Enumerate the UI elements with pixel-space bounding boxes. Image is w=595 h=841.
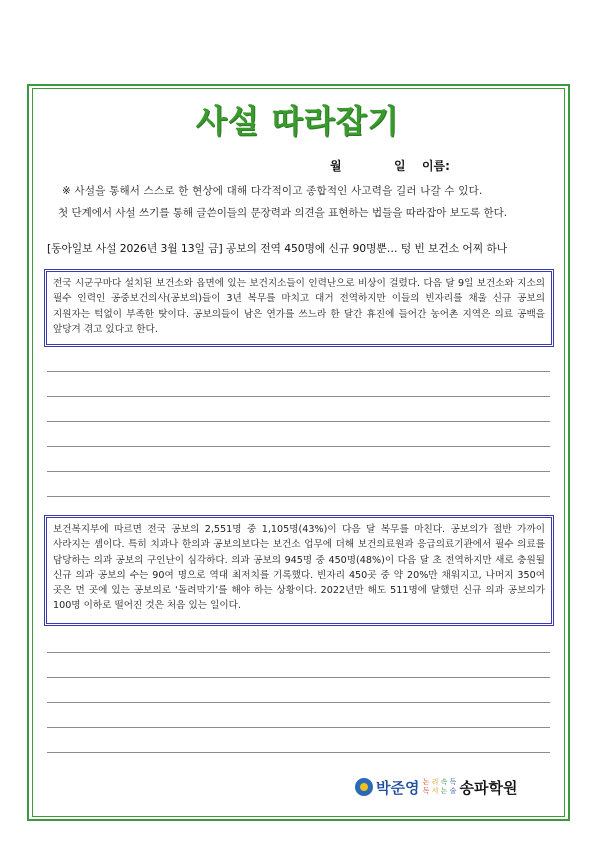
branch-name: 송파학원 — [459, 778, 518, 797]
instruction-note: ※ 사설을 통해서 스스로 한 현상에 대해 다각적이고 종합적인 사고력을 길러 나갈 수 있다. — [62, 185, 483, 197]
name-label: 이름: — [421, 159, 450, 173]
writing-line[interactable] — [47, 677, 550, 678]
writing-line[interactable] — [47, 446, 550, 447]
program-grid — [421, 778, 457, 796]
program-char: 술 — [449, 787, 457, 795]
program-char: 논 — [440, 787, 448, 795]
program-char: 논 — [422, 778, 430, 786]
writing-line[interactable] — [47, 752, 550, 753]
writing-line[interactable] — [47, 496, 550, 497]
writing-line[interactable] — [47, 396, 550, 397]
program-char: 독 — [422, 787, 430, 795]
editorial-passage-1: 전국 시군구마다 설치된 보건소와 읍면에 있는 보건지소들이 인력난으로 비상이 걸렸다. 다음 달 9일 보건소와 지소의 필수 인력인 공중보건의사(공보의)들이 3년 복무를 마치고 대거 전역하지만 이들의 빈자리를 채울 신규 공보의 지원자는 턱없이 부족한 탓이다. 공보의들이 남은 연가를 쓰느라 한 달간 휴진에 들어간 농어촌 지역은 의료 공백을 앞당겨 겪고 있다고 한다. — [44, 269, 554, 347]
writing-line[interactable] — [47, 371, 550, 372]
writing-line[interactable] — [47, 727, 550, 728]
editorial-headline: [동아일보 사설 2026년 3월 13일 금] 공보의 전역 450명에 신규 90명뿐… 텅 빈 보건소 어찌 하나 — [47, 242, 508, 255]
writing-line[interactable] — [47, 471, 550, 472]
brand-name: 박준영 — [376, 778, 420, 797]
date-name-line — [330, 157, 450, 174]
writing-line[interactable] — [47, 702, 550, 703]
month-label: 월 — [330, 159, 342, 173]
editorial-passage-2: 보건복지부에 따르면 전국 공보의 2,551명 중 1,105명(43%)이 다음 달 복무를 마친다. 공보의가 절반 가까이 사라지는 셈이다. 특히 치과나 한의과 공보의보다는 보건소 업무에 더해 보건의료원과 응급의료기관에서 필수 의료를 담당하는 의과 공보의 구인난이 심각하다. 의과 공보의 945명 중 450명(48%)이 다음 달 초 전역하지만 새로 충원될 신규 의과 공보의 수는 90여 명으로 역대 최저치를 기록했다. 빈자리 450곳 중 약 20%만 채워지고, 나머지 350여 곳은 먼 곳에 있는 공보의로 ‘돌려막기’를 해야 하는 상황이다. 2022년만 해도 511명에 달했던 신규 의과 공보의가 100명 이하로 떨어진 것은 처음 있는 일이다. — [44, 515, 554, 626]
program-char: 리 — [431, 778, 439, 786]
writing-line[interactable] — [47, 421, 550, 422]
program-char: 독 — [449, 778, 457, 786]
program-char: 속 — [440, 778, 448, 786]
instruction-intro: 첫 단계에서 사설 쓰기를 통해 글쓴이들의 문장력과 의견을 표현하는 법들을 따라잡아 보도록 한다. — [58, 207, 508, 219]
page-title: 사설 따라잡기 — [195, 102, 400, 140]
day-label: 일 — [393, 159, 406, 173]
program-char: 서 — [431, 787, 439, 795]
academy-logo — [355, 776, 517, 798]
writing-line[interactable] — [47, 652, 550, 653]
academy-emblem-icon — [355, 778, 373, 796]
